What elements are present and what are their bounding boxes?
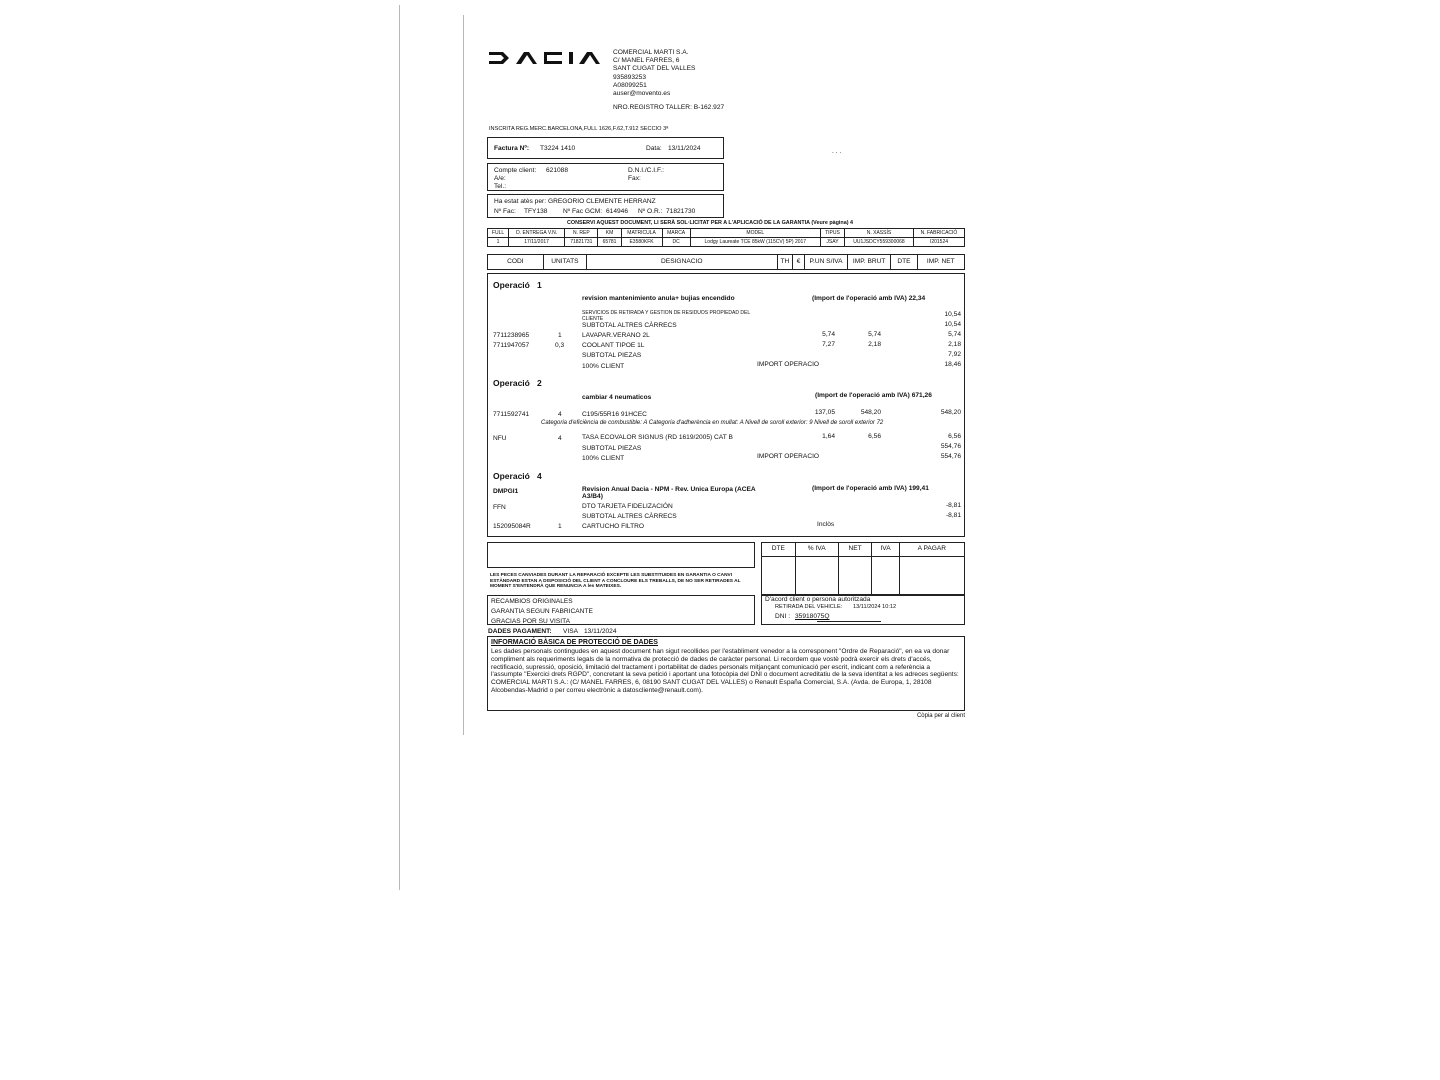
- invoice-date-label: Data:: [646, 145, 662, 152]
- op1-line-brut: 2,18: [868, 341, 881, 348]
- op2-line-unit: 137,05: [814, 409, 835, 416]
- fax-label: Fax:: [628, 175, 641, 182]
- op2-line-net: 548,20: [940, 409, 961, 416]
- op2-description: cambiar 4 neumaticos: [582, 394, 652, 401]
- op1-import: (Import de l'operació amb IVA) 22,34: [812, 295, 926, 302]
- vehicle-header: N. FABRICACIÓ: [913, 229, 964, 238]
- col-currency: €: [793, 255, 805, 270]
- invoice-number: T3224 1410: [540, 145, 576, 152]
- vehicle-value: 17/11/2017: [509, 238, 565, 247]
- company-email: auser@movento.es: [613, 90, 671, 98]
- scan-edge-doc: [463, 15, 464, 735]
- op1-line-net: 10,54: [944, 321, 961, 328]
- vehicle-header: D. ENTREGA V.N.: [509, 229, 565, 238]
- vehicle-header-row: [488, 229, 965, 238]
- op2-line-desc: TASA ECOVALOR SIGNUS (RD 1619/2005) CAT B: [582, 434, 733, 441]
- op2-line-code: NFU: [493, 435, 507, 442]
- compte-label: Compte client:: [494, 167, 537, 174]
- op4-line-desc: DTO TARJETA FIDELIZACIÓN: [582, 503, 673, 510]
- op1-line-desc: 100% CLIENT: [582, 363, 625, 370]
- totals-header: DTE: [762, 543, 796, 557]
- or-label: Nº O.R.:: [638, 208, 663, 215]
- vehicle-header: N. XASSÍS: [845, 229, 914, 238]
- invoice-box: [487, 137, 724, 159]
- op2-line-desc: 100% CLIENT: [582, 455, 625, 462]
- invoice-number-label: Factura Nº:: [494, 145, 530, 152]
- col-codi: CODI: [488, 255, 544, 270]
- dni-value: 35918075Q: [795, 613, 830, 620]
- totals-header: NET: [838, 543, 872, 557]
- company-city: SANT CUGAT DEL VALLES: [613, 65, 696, 73]
- vehicle-header: FULL: [488, 229, 509, 238]
- retirada-label: RETIRADA DEL VEHICLE:: [775, 604, 843, 610]
- company-name: COMERCIAL MARTI S.A.: [613, 49, 689, 56]
- op4-line-units: 1: [558, 523, 562, 530]
- totals-table: [761, 542, 965, 595]
- op2-line-desc: SUBTOTAL PIEZAS: [582, 445, 642, 452]
- op4-line-desc: CARTUCHO FILTRO: [582, 523, 645, 530]
- totals-cell: [838, 557, 872, 595]
- op2-line-net: 6,56: [948, 433, 961, 440]
- op1-description: revision mantenimiento anula+ bujias encendido: [582, 295, 735, 302]
- op4-code: DMPGI1: [493, 488, 519, 495]
- dots: . . .: [832, 148, 842, 155]
- vehicle-value: E3580KFK: [621, 238, 662, 247]
- totals-cell: [795, 557, 838, 595]
- agreement-title: D'acord client o persona autoritzada: [765, 596, 871, 603]
- company-info: [613, 49, 724, 113]
- op1-title: Operació 1: [493, 280, 542, 290]
- columns-table: [487, 254, 965, 270]
- vehicle-value: JSAY: [820, 238, 844, 247]
- or-value: 71821730: [666, 208, 696, 215]
- op4-line-code: 152095084R: [493, 523, 531, 530]
- op1-line-net: 7,92: [948, 351, 961, 358]
- dni-label: DNI :: [775, 613, 791, 620]
- invoice-date: 13/11/2024: [668, 145, 701, 152]
- col-designacio: DESIGNACIO: [586, 255, 777, 270]
- op4-import: (Import de l'operació amb IVA) 199,41: [812, 485, 929, 492]
- warranty-note: CONSERVI AQUEST DOCUMENT, LI SERÀ SOL·LICITAT PER A L'APLICACIÓ DE LA GARANTIA (Veure pàgina) 4: [567, 220, 853, 226]
- gcm-value: 614946: [606, 208, 629, 215]
- copy-note: Còpia per al client: [916, 713, 965, 719]
- op2-line-units: 4: [558, 435, 562, 442]
- op2-line-code: 7711592741: [493, 411, 530, 418]
- tel-label: Tel.:: [494, 183, 507, 190]
- vehicle-value: Lodgy Laureate TCE 85kW (115CV) 5P) 2017: [690, 238, 820, 247]
- footer-line: RECAMBIOS ORIGINALES: [491, 598, 573, 605]
- op1-line-units: 1: [558, 332, 562, 339]
- vehicle-value: 65781: [598, 238, 621, 247]
- retirada-value: 13/11/2024 10:12: [853, 604, 897, 610]
- vehicle-header: N. REP: [565, 229, 598, 238]
- op2-line-unit: 1,64: [822, 433, 835, 440]
- col-dte: DTE: [891, 255, 917, 270]
- totals-header: IVA: [872, 543, 899, 557]
- vehicle-header: KM: [598, 229, 621, 238]
- op1-line-net: 18,46: [944, 361, 961, 368]
- payment-method: VISA: [563, 628, 579, 635]
- privacy-box: [487, 636, 965, 711]
- op1-line-desc: SERVICIOS DE RETIRADA Y GESTION DE RESIDUOS PROPIEDAD DEL CLIENTE: [582, 310, 750, 322]
- op2-line-import-label: IMPORT OPERACIO: [757, 453, 820, 460]
- attended-name: GREGORIO CLEMENTE HERRANZ: [548, 198, 656, 205]
- op1-line-desc: SUBTOTAL ALTRES CÀRRECS: [582, 322, 677, 329]
- op4-title: Operació 4: [493, 471, 542, 481]
- col-net: IMP. NET: [917, 255, 964, 270]
- op1-line-code: 7711238965: [493, 332, 530, 339]
- privacy-text: Les dades personals contingudes en aquest document han sigut recollides per l'establiment venedor a la corresponent "Ordre de Reparació", en ea va donar compliment als requeriments legals de la normativa de protecció de dades de caràcter personal. Li recordem que vostè podrà exercir els drets d'accés, rectificació, supressió, oposició, limitació del tractament i portabilitat de dades personals mitjançant comunicació per escrit, indicant com a referència a l'assumpte "Exercici drets RGPD", concretant la seva petició i aportant una fotocòpia del DNI o document acreditatiu de la seva identitat a les adreces següents: COMERCIAL MARTI S.A.: (C/ MANEL FARRES, 6, 08190 SANT CUGAT DEL VALLES) o Renault España Comercial, S.A. (Avda. de Europa, 1, 28108 Alcobendas-Madrid o per correu electrònic a datoscliente@renault.com).: [491, 647, 959, 695]
- op1-line-desc: SUBTOTAL PIEZAS: [582, 352, 642, 359]
- vehicle-header: TIPUS: [820, 229, 844, 238]
- totals-header: % IVA: [795, 543, 838, 557]
- col-pun: P.UN S/IVA: [804, 255, 847, 270]
- op1-line-import-label: IMPORT OPERACIO: [757, 361, 820, 368]
- op1-line-unit: 5,74: [822, 331, 835, 338]
- scan-edge-left: [399, 5, 400, 890]
- nfac-value: TFY138: [524, 208, 548, 215]
- op1-line-net: 5,74: [948, 331, 961, 338]
- privacy-title: INFORMACIÓ BÀSICA DE PROTECCIÓ DE DADES: [491, 639, 658, 646]
- company-registry: NRO.REGISTRO TALLER: B-162.927: [613, 104, 725, 112]
- op4-line-net: -8,81: [945, 502, 961, 509]
- parts-note: LES PECES CANVIADES DURANT LA REPARACIÓ EXCEPTE LES SUBSTITUIDES EN GARANTIA O CANVI ESTÀNDARD ESTAN A DISPOSICIÓ DEL CLIENT A CONCLOURE ELS TREBALLS, DE NO SER RETIRADES AL MOMENT S'ENTENDRÀ QUE RENUNCIA A les MATEIXES.: [490, 573, 741, 590]
- nfac-label: Nº Fac:: [494, 208, 516, 215]
- col-brut: IMP. BRUT: [848, 255, 891, 270]
- vehicle-value: 1: [488, 238, 509, 247]
- op2-line-net: 554,76: [940, 443, 961, 450]
- vehicle-value: UU1JSDCY559300068: [845, 238, 914, 247]
- op1-line-unit: 7,27: [822, 341, 835, 348]
- vehicle-value: I201524: [913, 238, 964, 247]
- op2-tyre-note: Categoria d'eficiència de combustible: A Categoria d'adherència en mullat: A Nivell de soroll exterior: 9 Nivell de soroll exterior 72: [541, 420, 884, 426]
- attended-box: [487, 194, 724, 218]
- op2-line-brut: 6,56: [868, 433, 881, 440]
- company-phone: 935893253: [613, 73, 647, 81]
- op1-line-units: 0,3: [555, 342, 565, 349]
- vehicle-header: MODEL: [690, 229, 820, 238]
- op1-line-desc: LAVAPAR.VERANO 2L: [582, 332, 650, 339]
- totals-cell: [872, 557, 899, 595]
- notes-box: [487, 542, 755, 568]
- totals-cell: [762, 557, 796, 595]
- footer-line: GRACIAS POR SU VISITA: [491, 618, 571, 625]
- payment-label: DADES PAGAMENT:: [488, 628, 552, 635]
- op4-line-unit: Inclòs: [817, 521, 835, 528]
- op1-line-code: 7711947057: [493, 342, 530, 349]
- payment-date: 13/11/2024: [584, 628, 617, 635]
- signature-line: [817, 621, 881, 622]
- op2-line-brut: 548,20: [860, 409, 881, 416]
- op2-line-net: 554,76: [940, 453, 961, 460]
- compte-value: 621088: [546, 167, 569, 174]
- company-nif: A08099251: [613, 81, 647, 89]
- gcm-label: Nº Fac GCM:: [563, 208, 603, 215]
- op4-line-code: FFN: [493, 504, 506, 511]
- vehicle-value: DC: [662, 238, 690, 247]
- attended-label: Ha estat atès per:: [494, 198, 547, 205]
- op4-description: Revision Anual Dacia - NPM - Rev. Unica Europa (ACEA A3/B4): [582, 486, 756, 501]
- vehicle-table: [487, 228, 965, 247]
- dni-label: D.N.I./C.I.F.:: [628, 167, 664, 174]
- op2-import: (Import de l'operació amb IVA) 671,26: [815, 392, 932, 399]
- op2-line-desc: C195/55R16 91HCEC: [582, 411, 647, 418]
- op1-line-brut: 5,74: [868, 331, 881, 338]
- dacia-logo: [489, 48, 609, 68]
- col-th: TH: [777, 255, 793, 270]
- col-unitats: UNITATS: [543, 255, 586, 270]
- vehicle-values-row: [488, 238, 965, 247]
- op4-line-net: -8,81: [945, 512, 961, 519]
- ae-label: A/e:: [494, 175, 506, 182]
- op2-line-units: 4: [558, 411, 562, 418]
- company-address: C/ MANEL FARRES, 6: [613, 57, 680, 65]
- op4-line-desc: SUBTOTAL ALTRES CÀRRECS: [582, 513, 677, 520]
- op1-line-net: 10,54: [944, 311, 961, 318]
- footer-line: GARANTIA SEGUN FABRICANTE: [491, 608, 593, 615]
- vehicle-header: MATRICULA: [621, 229, 662, 238]
- client-box: [487, 163, 724, 191]
- op1-line-desc: COOLANT TIPOE 1L: [582, 342, 645, 349]
- totals-header: A PAGAR: [899, 543, 964, 557]
- vehicle-value: 71821731: [565, 238, 598, 247]
- vehicle-header: MARCA: [662, 229, 690, 238]
- op1-line-net: 2,18: [948, 341, 961, 348]
- op2-title: Operació 2: [493, 378, 542, 388]
- inscription: INSCRITA REG.MERC.BARCELONA,FULL 1626,F.62,T.912 SECCIO 3ª: [489, 126, 669, 132]
- totals-cell: [899, 557, 964, 595]
